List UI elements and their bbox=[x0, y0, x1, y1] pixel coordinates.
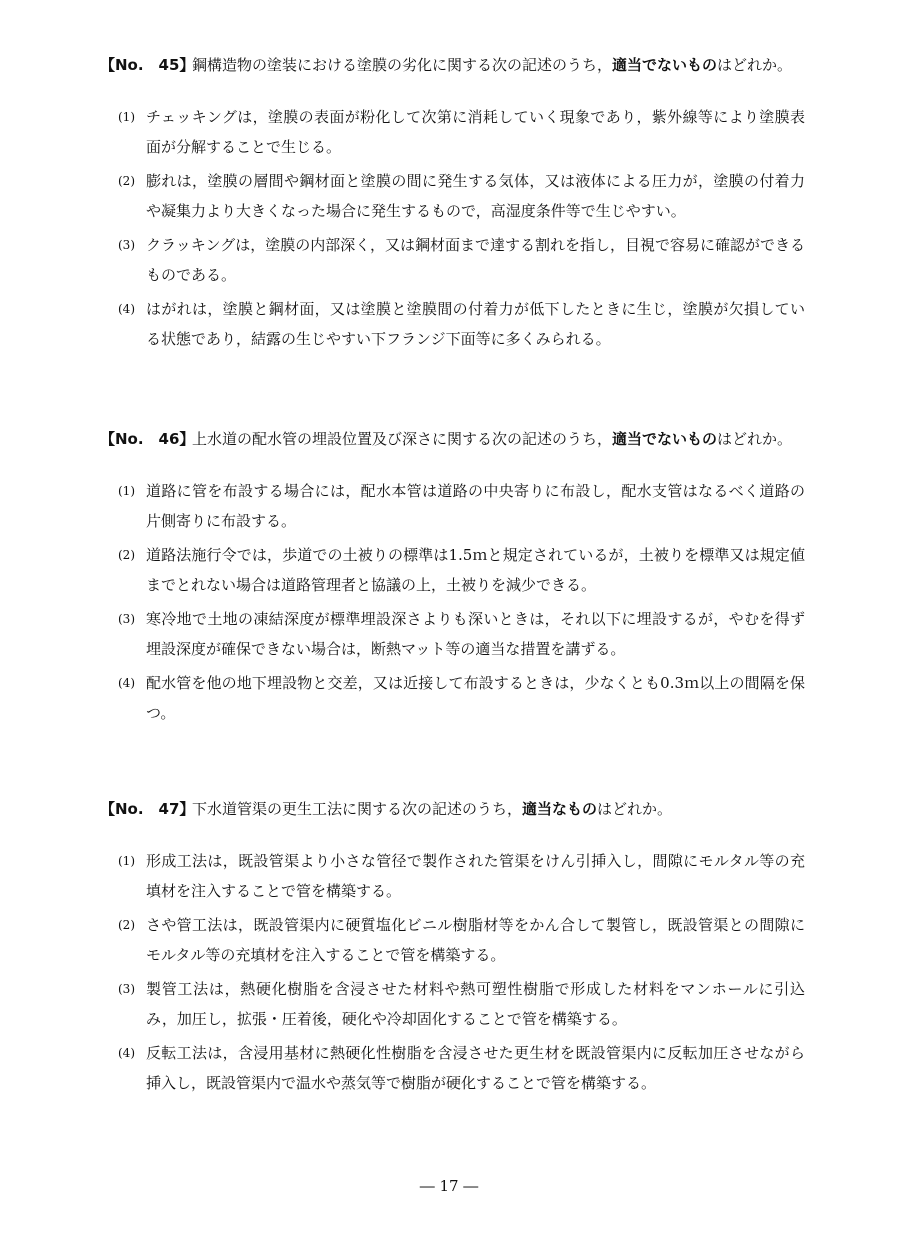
option-item bbox=[100, 846, 805, 906]
option-text: クラッキングは，塗膜の内部深く，又は鋼材面まで達する割れを指し，目視で容易に確認ができるものである。 bbox=[146, 236, 805, 284]
option-text: 道路法施行令では，歩道での土被りの標準は1.5ｍと規定されているが，土被りを標準又は規定値までとれない場合は道路管理者と協議の上，土被りを減少できる。 bbox=[146, 546, 805, 594]
option-number: (1) bbox=[118, 854, 135, 868]
option-text: 反転工法は，含浸用基材に熱硬化性樹脂を含浸させた更生材を既設管渠内に反転加圧させながら挿入し，既設管渠内で温水や蒸気等で樹脂が硬化することで管を構築する。 bbox=[146, 1044, 805, 1092]
option-text: 道路に管を布設する場合には，配水本管は道路の中央寄りに布設し，配水支管はなるべく道路の片側寄りに布設する。 bbox=[146, 482, 805, 530]
option-list bbox=[100, 476, 805, 728]
option-number: (3) bbox=[118, 612, 135, 626]
page-number: ― 17 ― bbox=[419, 1177, 479, 1195]
question-number: 【No. 45】 bbox=[100, 56, 195, 74]
option-number: (4) bbox=[118, 1046, 135, 1060]
option-number: (1) bbox=[118, 484, 135, 498]
option-number: (2) bbox=[118, 548, 135, 562]
question-header bbox=[100, 794, 805, 824]
option-item bbox=[100, 166, 805, 226]
option-text: はがれは，塗膜と鋼材面，又は塗膜と塗膜間の付着力が低下したときに生じ，塗膜が欠損している状態であり，結露の生じやすい下フランジ下面等に多くみられる。 bbox=[146, 300, 805, 348]
question-text-before: 上水道の配水管の埋設位置及び深さに関する次の記述のうち， bbox=[192, 430, 613, 448]
option-number: (2) bbox=[118, 918, 135, 932]
question-46 bbox=[100, 424, 805, 732]
question-header bbox=[100, 50, 805, 80]
question-emphasis: 適当でないもの bbox=[612, 56, 718, 74]
option-list bbox=[100, 102, 805, 354]
option-number: (2) bbox=[118, 174, 135, 188]
question-text bbox=[192, 424, 805, 454]
option-number: (1) bbox=[118, 110, 135, 124]
question-number: 【No. 46】 bbox=[100, 430, 195, 448]
option-item bbox=[100, 910, 805, 970]
option-item bbox=[100, 1038, 805, 1098]
option-item bbox=[100, 294, 805, 354]
option-number: (4) bbox=[118, 302, 135, 316]
option-number: (3) bbox=[118, 238, 135, 252]
option-item bbox=[100, 230, 805, 290]
option-list bbox=[100, 846, 805, 1098]
question-text-after: はどれか。 bbox=[717, 56, 793, 74]
option-item bbox=[100, 604, 805, 664]
option-item bbox=[100, 540, 805, 600]
option-number: (3) bbox=[118, 982, 135, 996]
option-item bbox=[100, 102, 805, 162]
option-text: 形成工法は，既設管渠より小さな管径で製作された管渠をけん引挿入し，間隙にモルタル等の充填材を注入することで管を構築する。 bbox=[146, 852, 805, 900]
option-text: さや管工法は，既設管渠内に硬質塩化ビニル樹脂材等をかん合して製管し，既設管渠との間隙にモルタル等の充填材を注入することで管を構築する。 bbox=[146, 916, 805, 964]
question-number: 【No. 47】 bbox=[100, 800, 195, 818]
option-item bbox=[100, 974, 805, 1034]
question-emphasis: 適当なもの bbox=[522, 800, 598, 818]
option-text: 製管工法は，熱硬化樹脂を含浸させた材料や熱可塑性樹脂で形成した材料をマンホールに引込み，加圧し，拡張・圧着後，硬化や冷却固化することで管を構築する。 bbox=[146, 980, 805, 1028]
option-item bbox=[100, 476, 805, 536]
question-text bbox=[192, 794, 805, 824]
option-text: 膨れは，塗膜の層間や鋼材面と塗膜の間に発生する気体，又は液体による圧力が，塗膜の付着力や凝集力より大きくなった場合に発生するもので，高湿度条件等で生じやすい。 bbox=[146, 172, 805, 220]
question-emphasis: 適当でないもの bbox=[612, 430, 718, 448]
option-text: 配水管を他の地下埋設物と交差，又は近接して布設するときは，少なくとも0.3ｍ以上の間隔を保つ。 bbox=[146, 674, 805, 722]
question-text-after: はどれか。 bbox=[597, 800, 673, 818]
option-text: 寒冷地で土地の凍結深度が標準埋設深さよりも深いときは，それ以下に埋設するが，やむを得ず埋設深度が確保できない場合は，断熱マット等の適当な措置を講ずる。 bbox=[146, 610, 805, 658]
option-item bbox=[100, 668, 805, 728]
question-text-after: はどれか。 bbox=[717, 430, 793, 448]
option-text: チェッキングは，塗膜の表面が粉化して次第に消耗していく現象であり，紫外線等により塗膜表面が分解することで生じる。 bbox=[146, 108, 805, 156]
question-text-before: 下水道管渠の更生工法に関する次の記述のうち， bbox=[192, 800, 523, 818]
option-number: (4) bbox=[118, 676, 135, 690]
question-47 bbox=[100, 794, 805, 1102]
question-header bbox=[100, 424, 805, 454]
question-45 bbox=[100, 50, 805, 358]
question-text bbox=[192, 50, 805, 80]
question-text-before: 鋼構造物の塗装における塗膜の劣化に関する次の記述のうち， bbox=[192, 56, 613, 74]
